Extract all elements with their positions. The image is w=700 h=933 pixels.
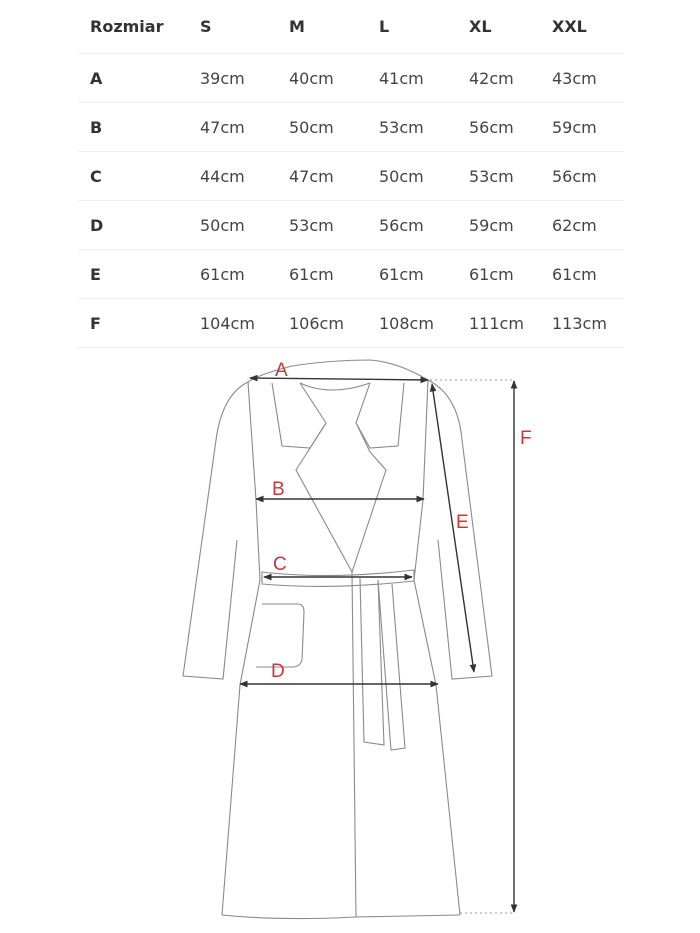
table-cell: 50cm	[277, 103, 367, 152]
table-cell: 113cm	[540, 299, 624, 348]
header-xxl: XXL	[540, 0, 624, 54]
table-cell: 44cm	[188, 152, 277, 201]
row-label: C	[78, 152, 188, 201]
measure-c-label: C	[273, 554, 287, 575]
table-cell: 42cm	[457, 54, 540, 103]
measurement-lines	[240, 378, 514, 913]
measure-d-label: D	[271, 661, 285, 682]
header-xl: XL	[457, 0, 540, 54]
coat-belt-tie	[360, 578, 405, 750]
table-cell: 40cm	[277, 54, 367, 103]
coat-outline	[183, 360, 492, 919]
measure-b-label: B	[272, 479, 285, 500]
header-l: L	[367, 0, 457, 54]
coat-pocket	[256, 604, 304, 667]
table-cell: 111cm	[457, 299, 540, 348]
table-cell: 39cm	[188, 54, 277, 103]
table-cell: 56cm	[540, 152, 624, 201]
table-cell: 61cm	[188, 250, 277, 299]
measure-f-label: F	[520, 428, 532, 449]
table-cell: 106cm	[277, 299, 367, 348]
row-label: E	[78, 250, 188, 299]
header-s: S	[188, 0, 277, 54]
table-cell: 56cm	[457, 103, 540, 152]
coat-collar	[272, 383, 326, 448]
coat-left-side	[222, 382, 260, 915]
table-cell: 47cm	[188, 103, 277, 152]
header-size: Rozmiar	[78, 0, 188, 54]
table-cell: 108cm	[367, 299, 457, 348]
table-cell: 43cm	[540, 54, 624, 103]
table-cell: 62cm	[540, 201, 624, 250]
table-cell: 59cm	[457, 201, 540, 250]
table-cell: 56cm	[367, 201, 457, 250]
table-cell: 61cm	[277, 250, 367, 299]
row-label: D	[78, 201, 188, 250]
measure-e-label: E	[456, 512, 469, 533]
header-m: M	[277, 0, 367, 54]
coat-right-side	[414, 380, 460, 915]
measure-a-label: A	[275, 360, 288, 381]
table-cell: 53cm	[277, 201, 367, 250]
table-cell: 61cm	[457, 250, 540, 299]
row-label: A	[78, 54, 188, 103]
table-cell: 61cm	[540, 250, 624, 299]
coat-front-edge	[352, 572, 356, 917]
table-cell: 47cm	[277, 152, 367, 201]
table-cell: 41cm	[367, 54, 457, 103]
row-label: B	[78, 103, 188, 152]
coat-left-lapel	[296, 383, 352, 572]
coat-right-lapel	[352, 383, 386, 572]
row-label: F	[78, 299, 188, 348]
coat-back-neck	[300, 383, 370, 390]
coat-left-sleeve	[183, 382, 248, 679]
table-cell: 104cm	[188, 299, 277, 348]
table-cell: 53cm	[367, 103, 457, 152]
table-cell: 53cm	[457, 152, 540, 201]
table-cell: 59cm	[540, 103, 624, 152]
table-cell: 61cm	[367, 250, 457, 299]
coat-hem	[222, 915, 460, 919]
table-cell: 50cm	[188, 201, 277, 250]
table-cell: 50cm	[367, 152, 457, 201]
